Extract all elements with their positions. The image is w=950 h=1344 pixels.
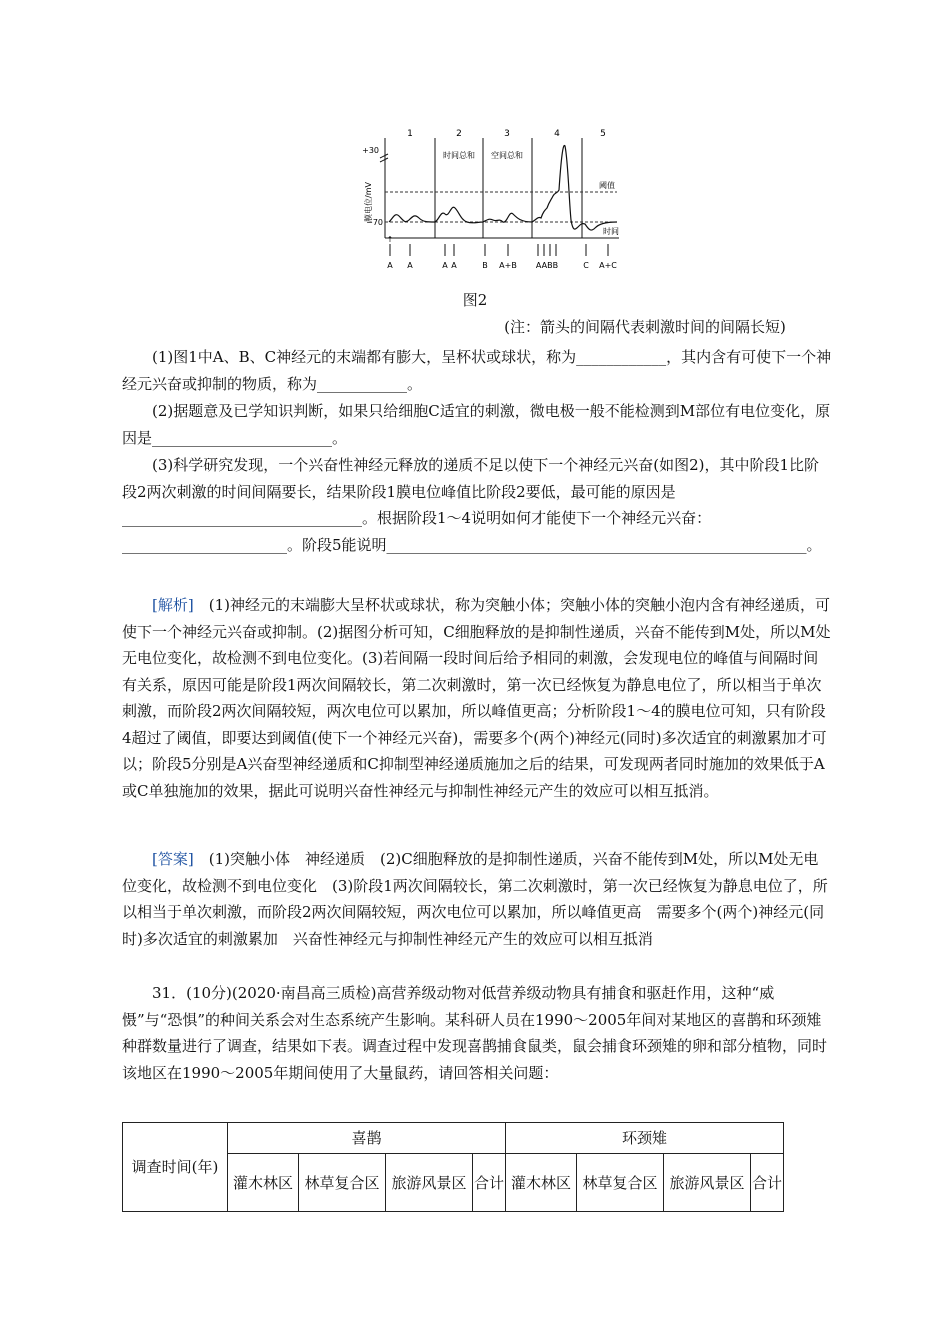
stage-number: 5 (600, 129, 606, 139)
stage-number: 2 (456, 129, 462, 139)
column-header: 林草复合区 (299, 1154, 386, 1212)
stage-label: 空间总和 (491, 151, 523, 160)
column-header: 林草复合区 (577, 1154, 664, 1212)
y-rest-label: −70 (366, 218, 383, 227)
column-header: 合计 (751, 1154, 784, 1212)
stage-number: 1 (407, 129, 413, 139)
column-header: 灌木林区 (506, 1154, 577, 1212)
question-3: (3)科学研究发现，一个兴奋性神经元释放的递质不足以使下一个神经元兴奋(如图2)，其中阶段1比阶段2两次刺激的时间间隔要长，结果阶段1膜电位峰值比阶段2要低，最可能的原因是________________________________。根据阶段1～4说明如何才能使下一个神经元兴奋：______________________。阶段5能说明________________________________________________________。 (122, 456, 822, 554)
stimulus-label: A (451, 261, 457, 270)
stage-label: 时间总和 (443, 151, 475, 160)
stimulus-label: A+B (499, 261, 517, 270)
column-header: 灌木林区 (228, 1154, 299, 1212)
stimulus-label: C (583, 261, 589, 270)
stimulus-label: AABB (535, 261, 559, 270)
stimulus-label: B (482, 261, 488, 270)
analysis-text: (1)神经元的末端膨大呈杯状或球状，称为突触小体；突触小体的突触小泡内含有神经递质，可使下一个神经元兴奋或抑制。(2)据图分析可知，C细胞释放的是抑制性递质，兴奋不能传到M处，所以M处无电位变化，故检测不到电位变化。(3)若间隔一段时间后给予相同的刺激，会发现电位的峰值与间隔时间有关系，原因可能是阶段1两次间隔较长，第二次刺激时，第一次已经恢复为静息电位了，所以相当于单次刺激，而阶段2两次间隔较短，两次电位可以累加，所以峰值更高；分析阶段1～4的膜电位可知，只有阶段4超过了阈值，即要达到阈值(使下一个神经元兴奋)，需要多个(两个)神经元(同时)多次适宜的刺激累加才可以；阶段5分别是A兴奋型神经递质和C抑制型神经递质施加之后的结果，可发现两者同时施加的效果低于A或C单独施加的效果，据此可说明兴奋性神经元与抑制性神经元产生的效应可以相互抵消。 (122, 596, 831, 800)
column-header: 合计 (473, 1154, 506, 1212)
stage-number: 4 (554, 129, 560, 139)
y-axis-label: 膜电位/mV (364, 182, 373, 222)
answer-paragraph (122, 846, 832, 952)
answer-tag: [答案] (152, 850, 194, 868)
stimulus-label: A (387, 261, 393, 270)
y-top-label: +30 (362, 146, 379, 155)
group-header: 环颈雉 (506, 1123, 784, 1154)
question-31: 31．(10分)(2020·南昌高三质检)高营养级动物对低营养级动物具有捕食和驱赶作用，这种“威慑”与“恐惧”的种间关系会对生态系统产生影响。某科研人员在1990～2005年间对某地区的喜鹊和环颈雉种群数量进行了调查，结果如下表。调查过程中发现喜鹊捕食鼠类，鼠会捕食环颈雉的卵和部分植物，同时该地区在1990～2005年期间使用了大量鼠药，请回答相关问题： (122, 984, 828, 1082)
time-label: 时间 (603, 227, 619, 236)
analysis-paragraph (122, 592, 832, 804)
answer-text: (1)突触小体 神经递质 (2)C细胞释放的是抑制性递质，兴奋不能传到M处，所以M处无电位变化，故检测不到电位变化 (3)阶段1两次间隔较长，第二次刺激时，第一次已经恢复为静息电位了，所以相当于单次刺激，而阶段2两次间隔较短，两次电位可以累加，所以峰值更高 需要多个(两个)神经元(同时)多次适宜的刺激累加 兴奋性神经元与抑制性神经元产生的效应可以相互抵消 (122, 850, 828, 948)
question-1: (1)图1中A、B、C神经元的末端都有膨大，呈杯状或球状，称为____________，其内含有可使下一个神经元兴奋或抑制的物质，称为____________。 (122, 348, 832, 393)
group-header: 喜鹊 (228, 1123, 506, 1154)
figure-note: (注：箭头的间隔代表刺激时间的间隔长短) (504, 318, 786, 336)
figure-caption: 图2 (462, 291, 488, 309)
question-2: (2)据题意及已学知识判断，如果只给细胞C适宜的刺激，微电极一般不能检测到M部位有电位变化，原因是________________________。 (122, 402, 831, 447)
survey-table (122, 1122, 784, 1212)
stimulus-label: A+C (599, 261, 617, 270)
column-header: 旅游风景区 (664, 1154, 751, 1212)
membrane-potential-figure (355, 120, 645, 280)
threshold-label: 阈值 (599, 181, 615, 190)
column-header: 旅游风景区 (386, 1154, 473, 1212)
analysis-tag: [解析] (152, 596, 194, 614)
stage-number: 3 (504, 129, 510, 139)
stimulus-label: A (407, 261, 413, 270)
svg-text:↑: ↑ (386, 235, 394, 244)
row-header: 调查时间(年) (123, 1123, 228, 1212)
stimulus-label: A (442, 261, 448, 270)
